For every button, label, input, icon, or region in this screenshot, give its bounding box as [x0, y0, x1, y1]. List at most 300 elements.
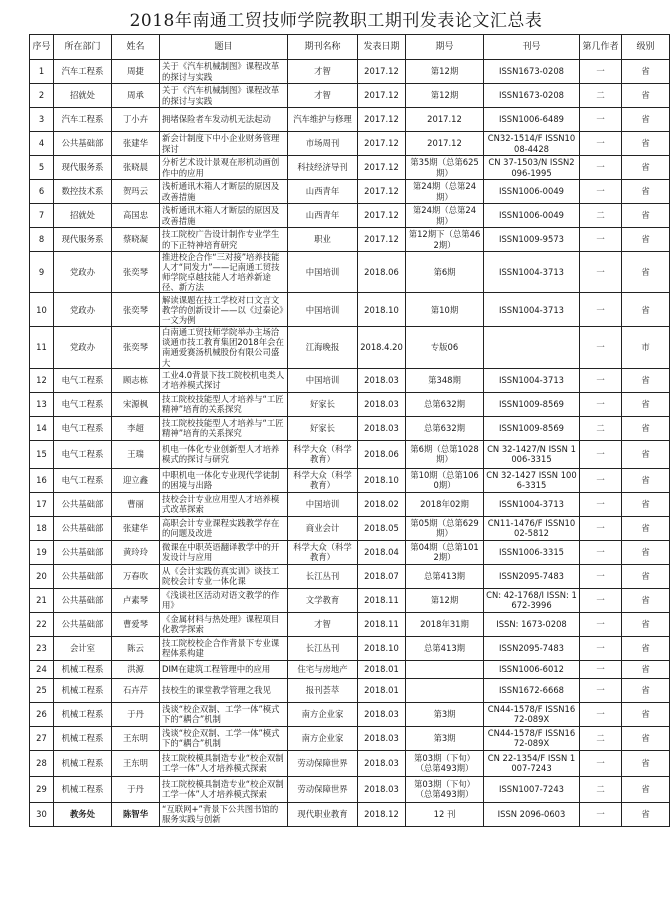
cell-journal: 劳动保障世界: [288, 776, 358, 802]
table-row: [30, 776, 670, 802]
cell-author-order: 一: [580, 392, 622, 416]
cell-index: 8: [30, 228, 54, 252]
cell-paper-title: 技工院校广告设计制作专业学生的下正特神培育研究: [160, 228, 288, 252]
cell-issue: 第05期（总第629期）: [406, 516, 484, 540]
cell-department: 会计室: [54, 636, 112, 660]
cell-name: 王东明: [112, 726, 160, 750]
cell-level: 省: [622, 132, 670, 156]
cell-department: 机械工程系: [54, 776, 112, 802]
cell-issn: CN32-1514/F ISSN1008-4428: [484, 132, 580, 156]
cell-issn: [484, 327, 580, 368]
cell-name: 黄玲玲: [112, 540, 160, 564]
cell-journal: 才智: [288, 60, 358, 84]
header-level: 级别: [622, 35, 670, 60]
cell-journal: 长江丛刊: [288, 636, 358, 660]
cell-level: 省: [622, 468, 670, 492]
cell-department: 汽车工程系: [54, 60, 112, 84]
cell-name: 洪源: [112, 660, 160, 678]
cell-journal: 中国培训: [288, 293, 358, 327]
cell-paper-title: 关于《汽车机械制图》课程改革的探讨与实践: [160, 60, 288, 84]
cell-issn: ISSN1673-0208: [484, 84, 580, 108]
cell-journal: 南方企业家: [288, 702, 358, 726]
cell-date: 2018.03: [358, 750, 406, 776]
cell-issue: [406, 660, 484, 678]
header-date: 发表日期: [358, 35, 406, 60]
cell-name: 王瑞: [112, 440, 160, 468]
cell-date: 2017.12: [358, 60, 406, 84]
cell-author-order: 二: [580, 726, 622, 750]
cell-name: 万春吹: [112, 564, 160, 588]
cell-paper-title: 拥堵保险者车发动机无法起动: [160, 108, 288, 132]
cell-issue: 第12期: [406, 84, 484, 108]
cell-issue: 第03期（下旬）（总第493期）: [406, 776, 484, 802]
cell-author-order: 一: [580, 228, 622, 252]
cell-author-order: 一: [580, 252, 622, 293]
cell-paper-title: 从《会计实践仿真实训》谈技工院校会计专业一体化课: [160, 564, 288, 588]
cell-author-order: 一: [580, 327, 622, 368]
cell-paper-title: 高职会计专业课程实践教学存在的问题及改进: [160, 516, 288, 540]
cell-level: 省: [622, 204, 670, 228]
cell-department: 电气工程系: [54, 368, 112, 392]
cell-issue: 总第632期: [406, 416, 484, 440]
cell-department: 公共基础部: [54, 492, 112, 516]
cell-department: 党政办: [54, 252, 112, 293]
cell-department: 教务处: [54, 802, 112, 826]
cell-index: 1: [30, 60, 54, 84]
cell-index: 17: [30, 492, 54, 516]
cell-issn: ISSN1672-6668: [484, 678, 580, 702]
table-row: [30, 588, 670, 612]
cell-journal: 好家长: [288, 392, 358, 416]
cell-paper-title: 《金属材料与热处理》课程项目化教学探索: [160, 612, 288, 636]
cell-author-order: 一: [580, 802, 622, 826]
cell-issue: 2018年02期: [406, 492, 484, 516]
cell-journal: 中国培训: [288, 492, 358, 516]
cell-author-order: 一: [580, 60, 622, 84]
cell-journal: 汽车维护与修理: [288, 108, 358, 132]
table-row: [30, 180, 670, 204]
cell-date: 2018.12: [358, 802, 406, 826]
cell-index: 4: [30, 132, 54, 156]
cell-name: 张建华: [112, 516, 160, 540]
cell-department: 机械工程系: [54, 726, 112, 750]
cell-issn: ISSN1004-3713: [484, 492, 580, 516]
cell-paper-title: 浅析通讯木箱人才断层的原因及改善措施: [160, 204, 288, 228]
cell-issn: ISSN1673-0208: [484, 60, 580, 84]
table-row: [30, 468, 670, 492]
cell-name: 高国忠: [112, 204, 160, 228]
header-author-order: 第几作者: [580, 35, 622, 60]
cell-index: 2: [30, 84, 54, 108]
table-row: [30, 492, 670, 516]
cell-department: 电气工程系: [54, 392, 112, 416]
cell-paper-title: 浅析通讯木箱人才断层的原因及改善措施: [160, 180, 288, 204]
cell-issn: CN11-1476/F ISSN1002-5812: [484, 516, 580, 540]
cell-issn: CN 37-1503/N ISSN2096-1995: [484, 156, 580, 180]
cell-level: 省: [622, 368, 670, 392]
cell-author-order: 一: [580, 468, 622, 492]
cell-issn: CN 32-1427 ISSN 1006-3315: [484, 468, 580, 492]
cell-journal: 报刊荟萃: [288, 678, 358, 702]
cell-department: 机械工程系: [54, 660, 112, 678]
cell-date: 2018.03: [358, 702, 406, 726]
cell-paper-title: 推进校企合作“三对接”培养技能人才“同发力”——记南通工贸技师学院卓越技能人才培养新途径、新方法: [160, 252, 288, 293]
cell-date: 2018.11: [358, 588, 406, 612]
cell-department: 现代服务系: [54, 156, 112, 180]
cell-date: 2018.07: [358, 564, 406, 588]
cell-name: 陈云: [112, 636, 160, 660]
cell-index: 26: [30, 702, 54, 726]
cell-paper-title: 解读课题在技工学校对口文言文教学的创新设计——以《过秦论》一文为例: [160, 293, 288, 327]
table-row: [30, 108, 670, 132]
cell-journal: 长江丛刊: [288, 564, 358, 588]
cell-name: 宋源枫: [112, 392, 160, 416]
cell-index: 7: [30, 204, 54, 228]
cell-department: 党政办: [54, 327, 112, 368]
cell-index: 12: [30, 368, 54, 392]
cell-date: 2017.12: [358, 84, 406, 108]
cell-index: 28: [30, 750, 54, 776]
cell-index: 13: [30, 392, 54, 416]
cell-index: 24: [30, 660, 54, 678]
cell-name: 王东明: [112, 750, 160, 776]
cell-level: 市: [622, 327, 670, 368]
cell-level: 省: [622, 228, 670, 252]
cell-paper-title: 机电一体化专业创新型人才培养模式的探讨与研究: [160, 440, 288, 468]
cell-date: 2017.12: [358, 156, 406, 180]
table-row: [30, 636, 670, 660]
cell-date: 2018.04: [358, 540, 406, 564]
cell-level: 省: [622, 492, 670, 516]
cell-issue: 12 刊: [406, 802, 484, 826]
cell-paper-title: “互联网+”背景下公共图书馆的服务实践与创新: [160, 802, 288, 826]
cell-name: 李超: [112, 416, 160, 440]
cell-date: 2018.06: [358, 440, 406, 468]
cell-department: 汽车工程系: [54, 108, 112, 132]
cell-paper-title: 关于《汽车机械制图》课程改革的探讨与实践: [160, 84, 288, 108]
cell-level: 省: [622, 540, 670, 564]
cell-issn: ISSN1009-9573: [484, 228, 580, 252]
cell-issn: CN44-1578/F ISSN1672-089X: [484, 702, 580, 726]
cell-department: 机械工程系: [54, 750, 112, 776]
table-row: [30, 660, 670, 678]
table-body: [30, 60, 670, 827]
cell-journal: 市场周刊: [288, 132, 358, 156]
cell-level: 省: [622, 750, 670, 776]
cell-author-order: 一: [580, 293, 622, 327]
cell-paper-title: 技工院校模具制造专业“校企双制 工学一体”人才培养模式探索: [160, 776, 288, 802]
cell-paper-title: 新会计制度下中小企业财务管理探讨: [160, 132, 288, 156]
cell-index: 22: [30, 612, 54, 636]
cell-department: 电气工程系: [54, 416, 112, 440]
cell-date: 2018.10: [358, 636, 406, 660]
header-department: 所在部门: [54, 35, 112, 60]
cell-index: 25: [30, 678, 54, 702]
table-row: [30, 204, 670, 228]
cell-issn: ISSN 2096-0603: [484, 802, 580, 826]
cell-paper-title: 分析艺术设计景观在形机动画创作中的应用: [160, 156, 288, 180]
table-row: [30, 60, 670, 84]
cell-paper-title: 中职机电一体化专业现代学徒制的困境与出路: [160, 468, 288, 492]
cell-author-order: 一: [580, 132, 622, 156]
cell-issn: ISSN1004-3713: [484, 368, 580, 392]
cell-issn: CN: 42-1768/I ISSN: 1672-3996: [484, 588, 580, 612]
cell-issue: 第03期（下旬）（总第493期）: [406, 750, 484, 776]
cell-name: 丁小卉: [112, 108, 160, 132]
cell-date: 2017.12: [358, 204, 406, 228]
cell-issue: 第35期（总第625期）: [406, 156, 484, 180]
cell-journal: 才智: [288, 84, 358, 108]
cell-level: 省: [622, 588, 670, 612]
cell-journal: 好家长: [288, 416, 358, 440]
cell-department: 公共基础部: [54, 588, 112, 612]
cell-name: 张奕琴: [112, 293, 160, 327]
cell-date: 2018.4.20: [358, 327, 406, 368]
cell-index: 30: [30, 802, 54, 826]
cell-date: 2018.03: [358, 368, 406, 392]
cell-name: 石卉芹: [112, 678, 160, 702]
cell-issue: 第3期: [406, 726, 484, 750]
cell-level: 省: [622, 516, 670, 540]
cell-journal: 才智: [288, 612, 358, 636]
cell-department: 机械工程系: [54, 678, 112, 702]
table-row: [30, 726, 670, 750]
cell-level: 省: [622, 702, 670, 726]
table-row: [30, 564, 670, 588]
table-row: [30, 540, 670, 564]
cell-paper-title: 《浅谈社区活动对语文教学的作用》: [160, 588, 288, 612]
header-issn: 刊号: [484, 35, 580, 60]
cell-date: 2018.11: [358, 612, 406, 636]
cell-issue: 第10期: [406, 293, 484, 327]
cell-paper-title: 技校生的课堂教学管理之我见: [160, 678, 288, 702]
cell-issue: 第6期（总第1028期）: [406, 440, 484, 468]
cell-journal: 山西青年: [288, 204, 358, 228]
cell-issn: ISSN2095-7483: [484, 564, 580, 588]
cell-date: 2018.03: [358, 776, 406, 802]
cell-issn: ISSN1009-8569: [484, 416, 580, 440]
cell-index: 19: [30, 540, 54, 564]
cell-department: 公共基础部: [54, 612, 112, 636]
cell-level: 省: [622, 636, 670, 660]
cell-paper-title: 技工院校校企合作背景下专业课程体系构建: [160, 636, 288, 660]
table-row: [30, 750, 670, 776]
table-row: [30, 368, 670, 392]
document-title: 2018年南通工贸技师学院教职工期刊发表论文汇总表: [129, 11, 543, 31]
cell-issue: 总第632期: [406, 392, 484, 416]
cell-paper-title: 微课在中职英语翻译教学中的开发设计与应用: [160, 540, 288, 564]
cell-level: 省: [622, 612, 670, 636]
cell-journal: 商业会计: [288, 516, 358, 540]
cell-index: 11: [30, 327, 54, 368]
cell-date: 2018.06: [358, 252, 406, 293]
cell-level: 省: [622, 180, 670, 204]
table-row: [30, 84, 670, 108]
cell-date: 2018.03: [358, 392, 406, 416]
cell-index: 21: [30, 588, 54, 612]
cell-index: 27: [30, 726, 54, 750]
cell-journal: 劳动保障世界: [288, 750, 358, 776]
table-row: [30, 156, 670, 180]
cell-date: 2018.03: [358, 726, 406, 750]
cell-name: 于丹: [112, 776, 160, 802]
cell-issue: 第6期: [406, 252, 484, 293]
cell-issue: 总第413期: [406, 564, 484, 588]
cell-author-order: 一: [580, 564, 622, 588]
cell-index: 16: [30, 468, 54, 492]
cell-name: 周承: [112, 84, 160, 108]
cell-journal: 中国培训: [288, 252, 358, 293]
cell-paper-title: 技校会计专业应用型人才培养模式改革探索: [160, 492, 288, 516]
cell-department: 公共基础部: [54, 132, 112, 156]
header-index: 序号: [30, 35, 54, 60]
cell-journal: 山西青年: [288, 180, 358, 204]
cell-journal: 文学教育: [288, 588, 358, 612]
cell-issue: 2017.12: [406, 108, 484, 132]
cell-author-order: 一: [580, 540, 622, 564]
cell-index: 14: [30, 416, 54, 440]
cell-journal: 江海晚报: [288, 327, 358, 368]
cell-author-order: 一: [580, 750, 622, 776]
cell-level: 省: [622, 440, 670, 468]
cell-name: 陈智华: [112, 802, 160, 826]
papers-table: [29, 34, 670, 827]
cell-author-order: 一: [580, 516, 622, 540]
cell-date: 2018.02: [358, 492, 406, 516]
cell-issn: CN44-1578/F ISSN1672-089X: [484, 726, 580, 750]
header-row: [30, 35, 670, 60]
cell-issn: ISSN1009-8569: [484, 392, 580, 416]
cell-issue: 第24期（总第24期）: [406, 180, 484, 204]
cell-paper-title: 浅谈“校企双制、工学一体”模式下的“耦合”机制: [160, 726, 288, 750]
cell-date: 2017.12: [358, 108, 406, 132]
cell-issue: 第348期: [406, 368, 484, 392]
cell-name: 贺玛云: [112, 180, 160, 204]
cell-issue: 第10期（总第1060期）: [406, 468, 484, 492]
cell-journal: 南方企业家: [288, 726, 358, 750]
cell-level: 省: [622, 108, 670, 132]
cell-name: 张奕琴: [112, 327, 160, 368]
cell-journal: 职业: [288, 228, 358, 252]
table-row: [30, 416, 670, 440]
cell-journal: 科学大众（科学教育）: [288, 440, 358, 468]
cell-level: 省: [622, 156, 670, 180]
cell-index: 20: [30, 564, 54, 588]
cell-issue: 2018年31期: [406, 612, 484, 636]
cell-issue: [406, 678, 484, 702]
cell-name: 张奕琴: [112, 252, 160, 293]
cell-paper-title: 浅谈“校企双制、工学一体”模式下的“耦合”机制: [160, 702, 288, 726]
cell-index: 6: [30, 180, 54, 204]
cell-issn: ISSN1006-6012: [484, 660, 580, 678]
cell-author-order: 二: [580, 776, 622, 802]
cell-issn: ISSN1004-3713: [484, 252, 580, 293]
cell-author-order: 一: [580, 440, 622, 468]
cell-date: 2018.01: [358, 660, 406, 678]
cell-paper-title: 技工院校技能型人才培养与“工匠精神”培育的关系探究: [160, 416, 288, 440]
cell-journal: 中国培训: [288, 368, 358, 392]
cell-department: 招就处: [54, 84, 112, 108]
cell-date: 2017.12: [358, 180, 406, 204]
cell-journal: 现代职业教育: [288, 802, 358, 826]
cell-author-order: 二: [580, 416, 622, 440]
cell-level: 省: [622, 802, 670, 826]
table-row: [30, 392, 670, 416]
cell-author-order: 一: [580, 108, 622, 132]
cell-date: 2018.10: [358, 293, 406, 327]
cell-department: 电气工程系: [54, 468, 112, 492]
header-name: 姓名: [112, 35, 160, 60]
cell-paper-title: 技工院校技能型人才培养与“工匠精神”培育的关系探究: [160, 392, 288, 416]
cell-journal: 科学大众（科学教育）: [288, 540, 358, 564]
cell-issn: ISSN1006-6489: [484, 108, 580, 132]
cell-issue: 第12期: [406, 60, 484, 84]
table-row: [30, 802, 670, 826]
cell-level: 省: [622, 776, 670, 802]
cell-journal: 科学大众（科学教育）: [288, 468, 358, 492]
cell-name: 张建华: [112, 132, 160, 156]
cell-level: 省: [622, 726, 670, 750]
table-row: [30, 327, 670, 368]
cell-journal: 住宅与房地产: [288, 660, 358, 678]
cell-issn: CN 32-1427/N ISSN 1006-3315: [484, 440, 580, 468]
cell-department: 公共基础部: [54, 564, 112, 588]
cell-level: 省: [622, 60, 670, 84]
cell-date: 2018.03: [358, 416, 406, 440]
table-row: [30, 293, 670, 327]
cell-level: 省: [622, 660, 670, 678]
cell-name: 卢素琴: [112, 588, 160, 612]
cell-issn: ISSN1004-3713: [484, 293, 580, 327]
cell-index: 18: [30, 516, 54, 540]
cell-department: 数控技术系: [54, 180, 112, 204]
table-row: [30, 440, 670, 468]
cell-issn: ISSN2095-7483: [484, 636, 580, 660]
cell-issue: 2017.12: [406, 132, 484, 156]
cell-department: 现代服务系: [54, 228, 112, 252]
cell-name: 于丹: [112, 702, 160, 726]
cell-issue: 第12期: [406, 588, 484, 612]
cell-date: 2018.01: [358, 678, 406, 702]
cell-author-order: 一: [580, 660, 622, 678]
cell-name: 曹爱琴: [112, 612, 160, 636]
cell-name: 顾志栋: [112, 368, 160, 392]
cell-paper-title: 白南通工贸技师学院举办主场洽谈通市技工教育集团2018年会在南通爱赛汤机械股份有限公司盛大: [160, 327, 288, 368]
cell-index: 29: [30, 776, 54, 802]
header-journal: 期刊名称: [288, 35, 358, 60]
cell-paper-title: 工业4.0背景下技工院校机电类人才培养模式探讨: [160, 368, 288, 392]
cell-level: 省: [622, 564, 670, 588]
cell-issn: ISSN1006-0049: [484, 204, 580, 228]
cell-issue: 第12期下（总第462期）: [406, 228, 484, 252]
cell-level: 省: [622, 416, 670, 440]
header-issue: 期号: [406, 35, 484, 60]
cell-level: 省: [622, 392, 670, 416]
cell-date: 2018.05: [358, 516, 406, 540]
cell-date: 2017.12: [358, 132, 406, 156]
cell-author-order: 一: [580, 368, 622, 392]
cell-department: 机械工程系: [54, 702, 112, 726]
table-row: [30, 612, 670, 636]
cell-issue: 总第413期: [406, 636, 484, 660]
header-paper-title: 题目: [160, 35, 288, 60]
cell-paper-title: 技工院校模具制造专业“校企双制 工学一体”人才培养模式探索: [160, 750, 288, 776]
cell-journal: 科技经济导刊: [288, 156, 358, 180]
table-row: [30, 228, 670, 252]
cell-name: 周捷: [112, 60, 160, 84]
cell-author-order: 一: [580, 678, 622, 702]
cell-index: 23: [30, 636, 54, 660]
